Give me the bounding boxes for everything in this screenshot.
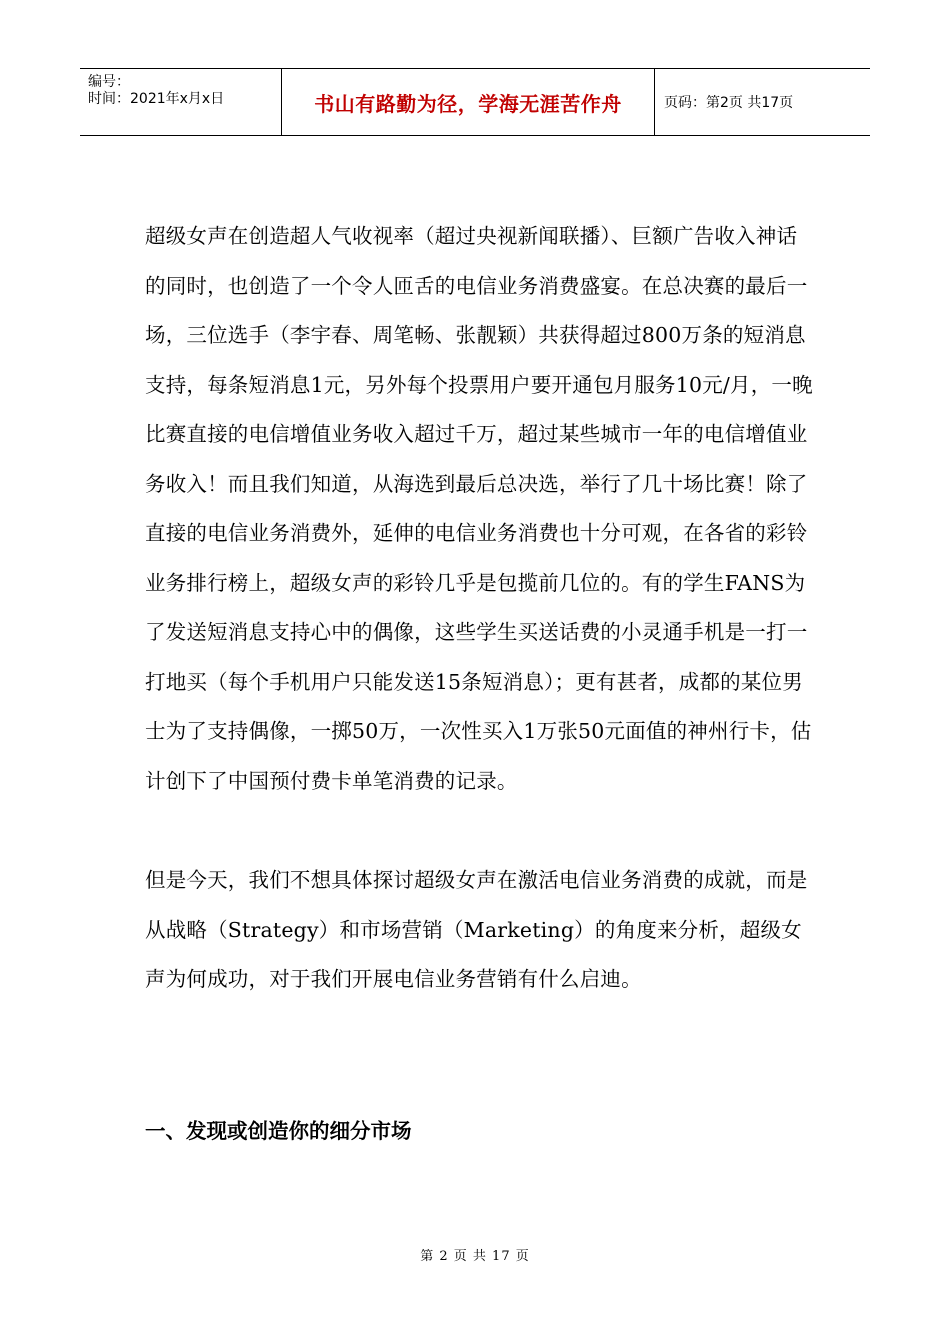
page-header [80, 68, 870, 136]
document-body [145, 212, 815, 1005]
document-date: 时间：2021年x月x日 [88, 91, 225, 107]
body-paragraph-1: 超级女声在创造超人气收视率（超过央视新闻联播）、巨额广告收入神话的同时，也创造了一个令人匝舌的电信业务消费盛宴。在总决赛的最后一场，三位选手（李宇春、周笔畅、张靓颖）共获得超过800万条的短消息支持，每条短消息1元，另外每个投票用户要开通包月服务10元/月，一晚比赛直接的电信增值业务收入超过千万，超过某些城市一年的电信增值业务收入！而且我们知道，从海选到最后总决选，举行了几十场比赛！除了直接的电信业务消费外，延伸的电信业务消费也十分可观，在各省的彩铃业务排行榜上，超级女声的彩铃几乎是包揽前几位的。有的学生FANS为了发送短消息支持心中的偶像，这些学生买送话费的小灵通手机是一打一打地买（每个手机用户只能发送15条短消息）；更有甚者，成都的某位男士为了支持偶像，一掷50万，一次性买入1万张50元面值的神州行卡，估计创下了中国预付费卡单笔消费的记录。 [145, 224, 813, 793]
document-number-label: 编号： [88, 74, 130, 90]
header-motto: 书山有路勤为径，学海无涯苦作舟 [282, 69, 655, 135]
body-paragraph-2: 但是今天，我们不想具体探讨超级女声在激活电信业务消费的成就，而是从战略（Strategy）和市场营销（Marketing）的角度来分析，超级女声为何成功，对于我们开展电信业务营销有什么启迪。 [145, 868, 808, 991]
page-footer: 第 2 页 共 17 页 [420, 1249, 530, 1264]
section-heading: 一、发现或创造你的细分市场 [145, 1119, 412, 1143]
header-page-info: 页码：第2页 共17页 [664, 95, 794, 111]
header-meta [80, 69, 282, 135]
